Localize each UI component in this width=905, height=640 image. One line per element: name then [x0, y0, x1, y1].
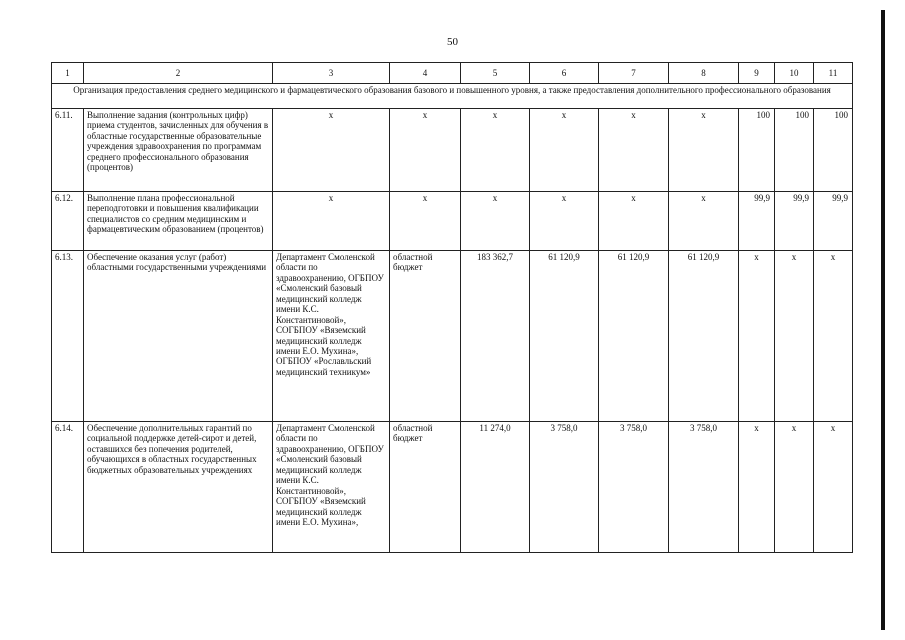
- column-number: 4: [390, 63, 461, 84]
- column-number: 6: [530, 63, 599, 84]
- row-year-3: 61 120,9: [669, 251, 739, 422]
- row-year-2: x: [599, 192, 669, 251]
- column-number: 11: [814, 63, 853, 84]
- column-number: 7: [599, 63, 669, 84]
- row-indicator-1: 100: [739, 109, 775, 192]
- row-executor: Департамент Смоленской области по здравоохранению, ОГБПОУ «Смоленский базовый медицинский колледж имени К.С. Константиновой», СОГБПОУ «Вяземский медицинский колледж имени Е.О. Мухина»,: [273, 422, 390, 553]
- row-name: Выполнение задания (контрольных цифр) приема студентов, зачисленных для обучения в областные государственные образовательные учреждения здравоохранения по программам среднего профессионального образования (процентов): [84, 109, 273, 192]
- row-indicator-2: 99,9: [775, 192, 814, 251]
- row-year-2: 61 120,9: [599, 251, 669, 422]
- row-indicator-3: 100: [814, 109, 853, 192]
- row-source: областной бюджет: [390, 251, 461, 422]
- row-indicator-1: 99,9: [739, 192, 775, 251]
- row-total: 183 362,7: [461, 251, 530, 422]
- column-number: 10: [775, 63, 814, 84]
- program-table: [51, 62, 853, 553]
- row-year-1: x: [530, 109, 599, 192]
- column-number-row: [52, 63, 853, 84]
- section-row: [52, 84, 853, 109]
- row-indicator-2: 100: [775, 109, 814, 192]
- row-indicator-3: 99,9: [814, 192, 853, 251]
- row-name: Выполнение плана профессиональной переподготовки и повышения квалификации специалистов со средним медицинским и фармацевтическим образованием (процентов): [84, 192, 273, 251]
- row-year-1: 3 758,0: [530, 422, 599, 553]
- row-executor: Департамент Смоленской области по здравоохранению, ОГБПОУ «Смоленский базовый медицинский колледж имени К.С. Константиновой», СОГБПОУ «Вяземский медицинский колледж имени Е.О. Мухина», ОГБПОУ «Рославльский медицинский техникум»: [273, 251, 390, 422]
- row-code: 6.13.: [52, 251, 84, 422]
- row-total: 11 274,0: [461, 422, 530, 553]
- row-total: x: [461, 192, 530, 251]
- row-indicator-3: x: [814, 251, 853, 422]
- row-source: x: [390, 109, 461, 192]
- row-year-2: 3 758,0: [599, 422, 669, 553]
- column-number: 8: [669, 63, 739, 84]
- column-number: 5: [461, 63, 530, 84]
- row-year-1: 61 120,9: [530, 251, 599, 422]
- row-indicator-1: x: [739, 422, 775, 553]
- row-source: x: [390, 192, 461, 251]
- row-indicator-2: x: [775, 422, 814, 553]
- section-title: Организация предоставления среднего медицинского и фармацевтического образования базового и повышенного уровня, а также предоставления дополнительного профессионального образования: [52, 84, 853, 109]
- row-source: областной бюджет: [390, 422, 461, 553]
- row-indicator-2: x: [775, 251, 814, 422]
- table-row: [52, 251, 853, 422]
- column-number: 3: [273, 63, 390, 84]
- row-indicator-1: x: [739, 251, 775, 422]
- row-code: 6.11.: [52, 109, 84, 192]
- row-executor: x: [273, 109, 390, 192]
- row-year-3: 3 758,0: [669, 422, 739, 553]
- row-name: Обеспечение оказания услуг (работ) областными государственными учреждениями: [84, 251, 273, 422]
- column-number: 2: [84, 63, 273, 84]
- row-year-3: x: [669, 109, 739, 192]
- table-row: [52, 109, 853, 192]
- row-total: x: [461, 109, 530, 192]
- scan-edge-bar: [881, 10, 885, 630]
- row-code: 6.12.: [52, 192, 84, 251]
- column-number: 1: [52, 63, 84, 84]
- row-code: 6.14.: [52, 422, 84, 553]
- row-year-3: x: [669, 192, 739, 251]
- page-number: 50: [447, 36, 458, 48]
- table-row: [52, 192, 853, 251]
- row-indicator-3: x: [814, 422, 853, 553]
- row-executor: x: [273, 192, 390, 251]
- row-year-1: x: [530, 192, 599, 251]
- column-number: 9: [739, 63, 775, 84]
- row-name: Обеспечение дополнительных гарантий по социальной поддержке детей-сирот и детей, оставшихся без попечения родителей, обучающихся в областных государственных бюджетных образовательных учреждениях: [84, 422, 273, 553]
- table-row: [52, 422, 853, 553]
- row-year-2: x: [599, 109, 669, 192]
